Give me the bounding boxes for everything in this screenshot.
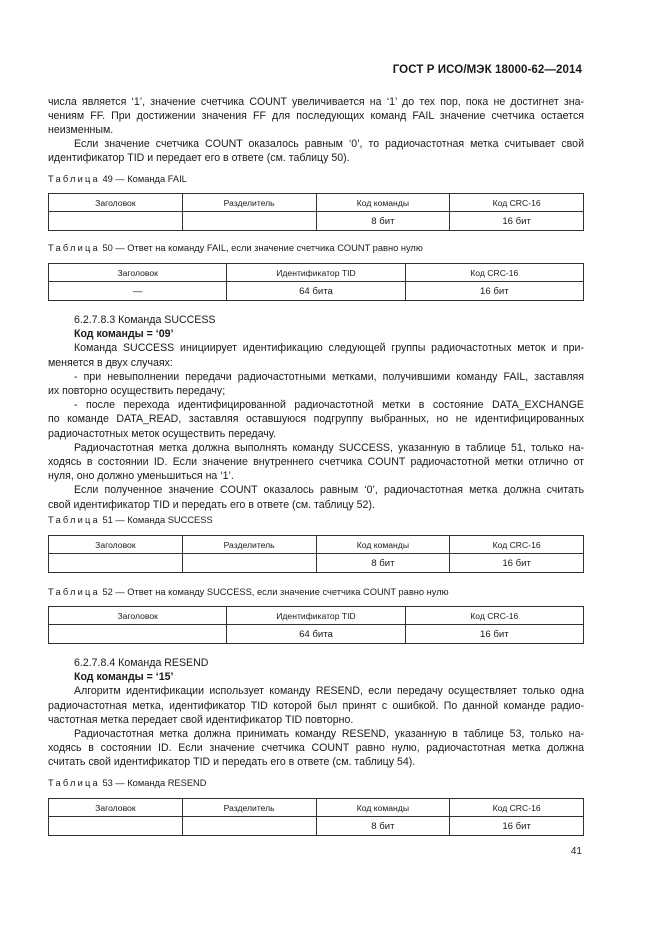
value-cell	[182, 212, 316, 231]
table-51-caption	[48, 515, 213, 525]
table-50	[48, 263, 584, 301]
value-cell: 8 бит	[316, 554, 450, 573]
text-line: Если полученное значение COUNT оказалось равным ‘0’, радиочастотная метка должна считать	[74, 484, 584, 497]
value-cell	[49, 817, 183, 836]
section-heading: 6.2.7.8.3 Команда SUCCESS	[74, 314, 216, 326]
intro-paragraph-2	[48, 137, 584, 165]
value-cell: 16 бит	[405, 282, 583, 301]
document-header: ГОСТ Р ИСО/МЭК 18000-62—2014	[392, 64, 582, 76]
header-cell: Код CRC-16	[450, 194, 584, 212]
caption-prefix: Таблица	[48, 174, 100, 184]
text-line: идентификатор TID и передает его в ответе (см. таблицу 50).	[48, 152, 350, 165]
table-53-caption	[48, 778, 206, 788]
text-line: радиочастотных меток осуществить передачу.	[48, 427, 276, 440]
value-cell: 8 бит	[316, 817, 450, 836]
value-cell	[49, 554, 183, 573]
table-52	[48, 606, 584, 644]
text-line: свой идентификатор TID и передать его в ответе (см. таблицу 52).	[48, 498, 375, 511]
header-cell: Заголовок	[49, 607, 227, 625]
command-code: Код команды = ‘15’	[74, 671, 174, 684]
text-line: частотная метка передает свой идентификатор TID повторно.	[48, 713, 354, 726]
header-cell: Идентификатор TID	[227, 607, 405, 625]
text-line: ходясь в состоянии ID. Если значение счетчика COUNT равно нулю, радиочастотная метка должна	[48, 742, 584, 755]
text-line: - при невыполнении передачи радиочастотными метками, получившими команду FAIL, заставляя	[74, 370, 584, 383]
header-cell: Идентификатор TID	[227, 264, 405, 282]
header-cell: Разделитель	[182, 194, 316, 212]
table-49	[48, 193, 584, 231]
caption-text: 53 — Команда RESEND	[102, 778, 207, 788]
text-line: неизменным.	[48, 124, 114, 137]
table-header-row	[49, 607, 584, 625]
value-cell: 16 бит	[450, 212, 584, 231]
table-53	[48, 798, 584, 836]
header-cell: Заголовок	[49, 799, 183, 817]
text-line: меняется в двух случаях:	[48, 356, 173, 369]
header-cell: Код CRC-16	[450, 536, 584, 554]
text-line: по команде DATA_READ, заставляя оставшуюся подгруппу выбранных, но не идентифицированных	[48, 413, 584, 426]
text-line: Если значение счетчика COUNT оказалось равным ‘0’, то радиочастотная метка считывает свой	[74, 138, 584, 150]
text-line: считать свой идентификатор TID и передать его в ответе (см. таблицу 54).	[48, 756, 416, 769]
header-cell: Код команды	[316, 194, 450, 212]
table-51	[48, 535, 584, 573]
header-cell: Заголовок	[49, 264, 227, 282]
header-cell: Код CRC-16	[405, 607, 583, 625]
text-line: Алгоритм идентификации использует команду RESEND, если передачу осуществляет только одна	[74, 685, 584, 698]
header-cell: Разделитель	[182, 536, 316, 554]
table-49-caption	[48, 174, 187, 184]
text-line: - после перехода идентифицированной радиочастотной метки в состояние DATA_EXCHANGE	[74, 399, 584, 412]
value-cell	[182, 554, 316, 573]
text-line: радиочастотная метка, идентификатор TID которой был принят с ошибкой. По данной команде радио-	[48, 699, 584, 712]
caption-text: 50 — Ответ на команду FAIL, если значение счетчика COUNT равно нулю	[102, 243, 423, 253]
caption-prefix: Таблица	[48, 243, 100, 253]
header-cell: Код CRC-16	[450, 799, 584, 817]
value-cell: 16 бит	[450, 554, 584, 573]
header-cell: Заголовок	[49, 536, 183, 554]
text-line: нуля, оно должно уменьшиться на ‘1’.	[48, 470, 234, 483]
header-cell: Заголовок	[49, 194, 183, 212]
caption-text: 52 — Ответ на команду SUCCESS, если значение счетчика COUNT равно нулю	[102, 587, 449, 597]
header-cell: Код команды	[316, 536, 450, 554]
command-code: Код команды = ‘09’	[74, 328, 174, 341]
caption-prefix: Таблица	[48, 778, 100, 788]
table-value-row	[49, 817, 584, 836]
success-section	[48, 313, 584, 512]
caption-prefix: Таблица	[48, 515, 100, 525]
table-header-row	[49, 799, 584, 817]
table-value-row	[49, 625, 584, 644]
text-line: ходясь в состоянии ID. Если значение внутреннего счетчика COUNT радиочастотной метки отлично от	[48, 456, 584, 469]
text-line: Радиочастотная метка должна принимать команду RESEND, указанную в таблице 53, только на-	[74, 728, 584, 741]
resend-section	[48, 656, 584, 770]
value-cell: 64 бита	[227, 625, 405, 644]
value-cell: 64 бита	[227, 282, 405, 301]
caption-prefix: Таблица	[48, 587, 100, 597]
text-line: чениям FF. При достижении значения FF для последующих команд FAIL значение счетчика остается	[48, 110, 584, 123]
text-line: их повторно осуществить передачу;	[48, 385, 226, 398]
page-number: 41	[570, 846, 582, 857]
table-value-row	[49, 282, 584, 301]
header-cell: Разделитель	[182, 799, 316, 817]
table-header-row	[49, 194, 584, 212]
header-cell: Код команды	[316, 799, 450, 817]
text-line: Команда SUCCESS инициирует идентификацию следующей группы радиочастотных меток и при-	[74, 342, 584, 355]
caption-text: 49 — Команда FAIL	[102, 174, 187, 184]
intro-paragraph-1	[48, 95, 584, 138]
value-cell	[49, 625, 227, 644]
table-50-caption	[48, 243, 423, 253]
value-cell	[182, 817, 316, 836]
text-line: числа является ‘1’, значение счетчика COUNT увеличивается на ‘1’ до тех пор, пока не достигнет зна-	[48, 96, 584, 108]
value-cell: 16 бит	[450, 817, 584, 836]
header-cell: Код CRC-16	[405, 264, 583, 282]
table-value-row	[49, 212, 584, 231]
value-cell	[49, 212, 183, 231]
value-cell: 8 бит	[316, 212, 450, 231]
value-cell: 16 бит	[405, 625, 583, 644]
caption-text: 51 — Команда SUCCESS	[102, 515, 213, 525]
table-value-row	[49, 554, 584, 573]
text-line: Радиочастотная метка должна выполнять команду SUCCESS, указанную в таблице 51, только на-	[74, 441, 584, 454]
table-header-row	[49, 264, 584, 282]
section-heading: 6.2.7.8.4 Команда RESEND	[74, 657, 209, 669]
table-52-caption	[48, 587, 449, 597]
value-cell: —	[49, 282, 227, 301]
table-header-row	[49, 536, 584, 554]
